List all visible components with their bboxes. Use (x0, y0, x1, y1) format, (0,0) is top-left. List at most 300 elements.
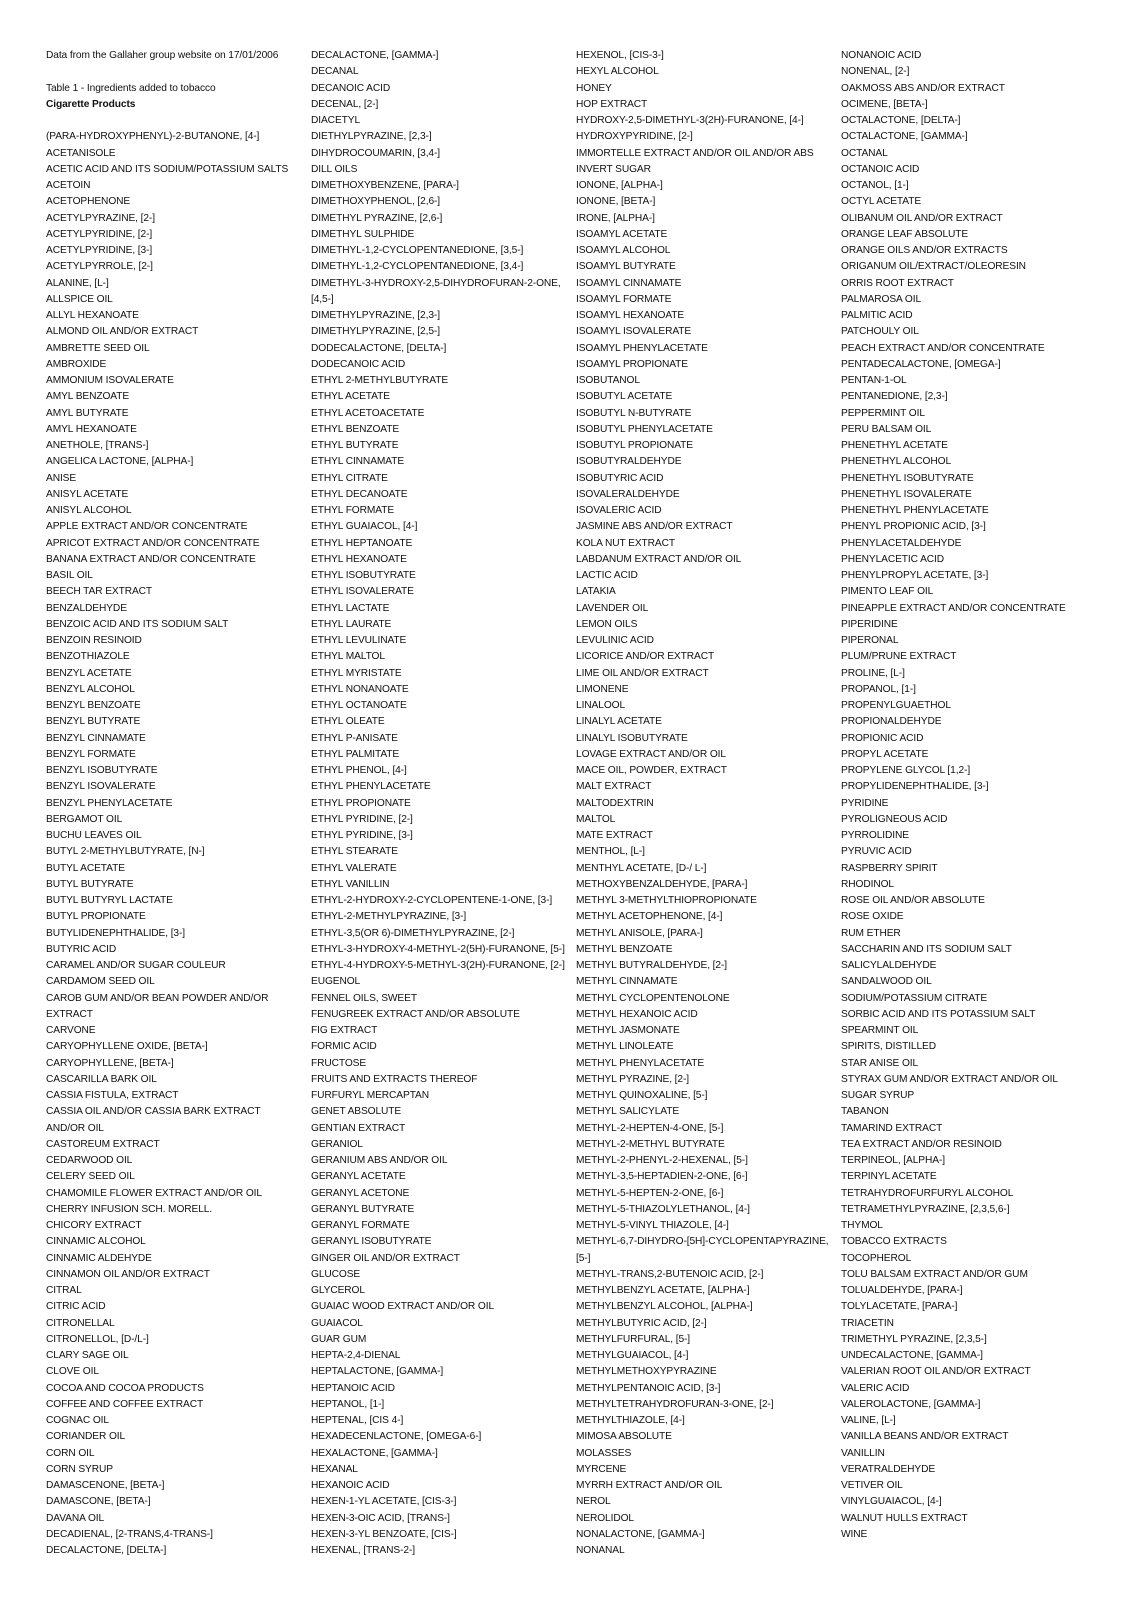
ingredient-item: LOVAGE EXTRACT AND/OR OIL (576, 748, 726, 760)
ingredient-item: ISOAMYL CINNAMATE (576, 277, 682, 289)
ingredient-item: ALANINE, [L-] (46, 277, 109, 289)
ingredient-item: MACE OIL, POWDER, EXTRACT (576, 765, 727, 776)
ingredient-item: DECALACTONE, [GAMMA-] (311, 50, 439, 61)
ingredient-item: METHYL 3-METHYLTHIOPROPIONATE (576, 895, 757, 906)
ingredient-item: VANILLIN (841, 1447, 885, 1459)
ingredient-item: HEXEN-3-YL BENZOATE, [CIS-] (311, 1528, 457, 1540)
ingredient-item: ORIGANUM OIL/EXTRACT/OLEORESIN (841, 261, 1026, 273)
ingredient-item: VALINE, [L-] (841, 1415, 896, 1426)
ingredient-item: BEECH TAR EXTRACT (46, 586, 153, 598)
ingredient-item: AMBRETTE SEED OIL (46, 342, 150, 354)
ingredient-item: HEXYL ALCOHOL (576, 66, 659, 78)
ingredient-item: NONANOIC ACID (841, 50, 922, 61)
ingredient-item: CITRAL (46, 1285, 82, 1296)
ingredient-item: AMYL HEXANOATE (46, 423, 137, 435)
ingredient-item: ETHYL-2-HYDROXY-2-CYCLOPENTENE-1-ONE, [3-] (311, 895, 553, 906)
ingredient-item: METHYL LINOLEATE (576, 1041, 674, 1053)
ingredient-item: AMYL BUTYRATE (46, 407, 129, 419)
ingredient-item: TETRAMETHYLPYRAZINE, [2,3,5,6-] (841, 1203, 1010, 1215)
ingredient-item: OCTANOIC ACID (841, 163, 920, 175)
ingredient-item: METHYL-3,5-HEPTADIEN-2-ONE, [6-] (576, 1171, 748, 1183)
ingredient-item: DIMETHOXYPHENOL, [2,6-] (311, 196, 441, 208)
ingredient-item: FENNEL OILS, SWEET (311, 992, 417, 1004)
ingredient-item: CORN SYRUP (46, 1463, 113, 1475)
ingredient-item: DIMETHYL PYRAZINE, [2,6-] (311, 212, 443, 224)
ingredient-item: PROPYLIDENEPHTHALIDE, [3-] (841, 781, 989, 793)
ingredient-item: METHYLTHIAZOLE, [4-] (576, 1415, 685, 1426)
ingredient-item: BUTYL PROPIONATE (46, 911, 146, 923)
ingredient-item: IRONE, [ALPHA-] (576, 212, 655, 224)
ingredient-item: ETHYL STEARATE (311, 846, 398, 858)
ingredient-item: DAVANA OIL (46, 1512, 105, 1524)
ingredient-item: ALLSPICE OIL (46, 293, 113, 305)
ingredient-item: TOLUALDEHYDE, [PARA-] (841, 1285, 963, 1296)
ingredient-item: DIMETHYL SULPHIDE (311, 228, 415, 240)
ingredient-item: BENZYL BENZOATE (46, 700, 141, 711)
ingredient-item: LEVULINIC ACID (576, 635, 654, 646)
ingredient-item: LINALYL ACETATE (576, 716, 662, 728)
ingredient-item: NONALACTONE, [GAMMA-] (576, 1528, 705, 1540)
ingredient-item: GUAR GUM (311, 1333, 367, 1345)
ingredient-item: HEXALACTONE, [GAMMA-] (311, 1447, 438, 1459)
ingredient-item: HEXENOL, [CIS-3-] (576, 50, 664, 61)
ingredient-item: ROSE OIL AND/OR ABSOLUTE (841, 895, 985, 906)
ingredient-item: BENZYL CINNAMATE (46, 732, 146, 744)
ingredient-item: ISOAMYL PROPIONATE (576, 358, 688, 370)
ingredient-item: BENZYL ALCOHOL (46, 683, 135, 695)
ingredient-item: ACETYLPYRIDINE, [3-] (46, 245, 153, 256)
ingredient-list-4 (841, 48, 1081, 1543)
ingredient-item: BUTYRIC ACID (46, 943, 117, 955)
ingredient-item: METHYL PHENYLACETATE (576, 1057, 705, 1069)
ingredient-item: BENZYL BUTYRATE (46, 716, 141, 728)
ingredient-item: ACETANISOLE (46, 147, 116, 159)
ingredient-item: GERANYL FORMATE (311, 1220, 410, 1231)
ingredient-item: ANISYL ALCOHOL (46, 505, 132, 516)
ingredient-item: DODECALACTONE, [DELTA-] (311, 342, 447, 354)
ingredient-item: PHENYL PROPIONIC ACID, [3-] (841, 521, 986, 533)
ingredient-item: MATE EXTRACT (576, 830, 653, 841)
ingredient-item: ACETIC ACID AND ITS SODIUM/POTASSIUM SALTS (46, 163, 289, 175)
ingredient-item: ACETYLPYRAZINE, [2-] (46, 212, 155, 224)
ingredient-item: STAR ANISE OIL (841, 1057, 919, 1069)
ingredient-item: ISOAMYL BUTYRATE (576, 261, 676, 273)
ingredient-item: ETHYL LEVULINATE (311, 635, 407, 646)
ingredient-item: OCTANOL, [1-] (841, 180, 909, 191)
ingredient-item: ISOVALERIC ACID (576, 505, 662, 516)
ingredient-item: SPIRITS, DISTILLED (841, 1041, 937, 1053)
ingredient-item: PHENETHYL ISOVALERATE (841, 488, 972, 500)
ingredient-item: PEACH EXTRACT AND/OR CONCENTRATE (841, 342, 1045, 354)
ingredient-item: DIHYDROCOUMARIN, [3,4-] (311, 147, 441, 159)
ingredient-item: MALT EXTRACT (576, 781, 652, 793)
column-1 (46, 48, 294, 1559)
ingredient-item: ETHYL PHENYLACETATE (311, 781, 431, 793)
ingredient-item: TRIMETHYL PYRAZINE, [2,3,5-] (841, 1333, 987, 1345)
column-4 (841, 48, 1081, 1543)
ingredient-item: DECADIENAL, [2-TRANS,4-TRANS-] (46, 1528, 213, 1540)
ingredient-item: ETHYL HEXANOATE (311, 553, 407, 565)
ingredient-item: HEXENAL, [TRANS-2-] (311, 1545, 415, 1556)
ingredient-item: OLIBANUM OIL AND/OR EXTRACT (841, 212, 1003, 224)
ingredient-item: VALERIAN ROOT OIL AND/OR EXTRACT (841, 1366, 1031, 1378)
ingredient-item: FIG EXTRACT (311, 1025, 378, 1036)
ingredient-item: ANETHOLE, [TRANS-] (46, 440, 149, 451)
ingredient-item: VANILLA BEANS AND/OR EXTRACT (841, 1431, 1009, 1443)
ingredient-item: ISOAMYL ISOVALERATE (576, 326, 692, 338)
ingredient-item: VALEROLACTONE, [GAMMA-] (841, 1398, 981, 1410)
ingredient-item: CORN OIL (46, 1447, 95, 1459)
ingredient-item: METHYL BENZOATE (576, 943, 673, 955)
ingredient-item: IMMORTELLE EXTRACT AND/OR OIL AND/OR ABS (576, 147, 814, 159)
ingredient-item: ISOBUTANOL (576, 375, 640, 386)
ingredient-item: HYDROXY-2,5-DIMETHYL-3(2H)-FURANONE, [4-] (576, 115, 804, 126)
ingredient-item: GERANYL BUTYRATE (311, 1203, 415, 1215)
ingredient-item: TOLYLACETATE, [PARA-] (841, 1301, 958, 1313)
ingredient-item: PLUM/PRUNE EXTRACT (841, 651, 957, 663)
ingredient-item: ETHYL P-ANISATE (311, 732, 398, 744)
ingredient-item: PROPANOL, [1-] (841, 683, 916, 695)
ingredient-item: ALMOND OIL AND/OR EXTRACT (46, 326, 199, 338)
category-heading: Cigarette Products (46, 98, 136, 110)
ingredient-item: GLUCOSE (311, 1268, 361, 1280)
ingredient-item: PEPPERMINT OIL (841, 407, 925, 419)
ingredient-item: VETIVER OIL (841, 1480, 903, 1491)
ingredient-item: ETHYL LACTATE (311, 602, 390, 614)
ingredient-item: CLOVE OIL (46, 1366, 99, 1378)
ingredient-item: INVERT SUGAR (576, 163, 651, 175)
ingredient-item: METHYL-5-HEPTEN-2-ONE, [6-] (576, 1187, 724, 1199)
ingredient-item: ETHYL 2-METHYLBUTYRATE (311, 375, 449, 386)
ingredient-item: HEXANAL (311, 1463, 358, 1475)
ingredient-item: [5-] (576, 1252, 591, 1264)
column-3 (576, 48, 828, 1559)
ingredient-item: PYRIDINE (841, 797, 889, 809)
ingredient-item: GERANIUM ABS AND/OR OIL (311, 1155, 448, 1166)
ingredient-item: METHYL HEXANOIC ACID (576, 1008, 698, 1020)
ingredient-item: ETHYL ISOBUTYRATE (311, 570, 416, 581)
ingredient-item: DIMETHYLPYRAZINE, [2,3-] (311, 310, 440, 321)
ingredient-item: PHENYLACETIC ACID (841, 553, 945, 565)
ingredient-item: METHYLGUAIACOL, [4-] (576, 1350, 689, 1361)
ingredient-item: DECANAL (311, 66, 359, 78)
column-2 (311, 48, 563, 1559)
ingredient-item: PENTANEDIONE, [2,3-] (841, 391, 948, 403)
ingredient-item: DIETHYLPYRAZINE, [2,3-] (311, 131, 432, 143)
ingredient-item: CHERRY INFUSION SCH. MORELL. (46, 1203, 213, 1215)
ingredient-item: ETHYL NONANOATE (311, 683, 409, 695)
ingredient-item: CASSIA OIL AND/OR CASSIA BARK EXTRACT (46, 1106, 261, 1118)
ingredient-item: METHYL SALICYLATE (576, 1106, 680, 1118)
ingredient-item: HEXEN-3-OIC ACID, [TRANS-] (311, 1512, 450, 1524)
ingredient-item: ETHYL-3,5(OR 6)-DIMETHYLPYRAZINE, [2-] (311, 927, 515, 939)
ingredient-item: DAMASCONE, [BETA-] (46, 1496, 151, 1508)
ingredient-item: HEPTANOL, [1-] (311, 1398, 385, 1410)
ingredient-item: BENZYL ISOVALERATE (46, 781, 156, 793)
ingredient-item: SODIUM/POTASSIUM CITRATE (841, 992, 988, 1004)
ingredient-item: PIPERIDINE (841, 618, 898, 630)
ingredient-item: BUTYL BUTYRATE (46, 878, 134, 890)
ingredient-item: PYRROLIDINE (841, 830, 909, 841)
ingredient-item: BUTYL ACETATE (46, 862, 125, 874)
ingredient-item: PHENETHYL ISOBUTYRATE (841, 472, 974, 484)
ingredient-item: HEXEN-1-YL ACETATE, [CIS-3-] (311, 1496, 457, 1508)
ingredient-item: LINALOOL (576, 700, 626, 711)
spacer (46, 113, 294, 129)
ingredient-item: METHYL PYRAZINE, [2-] (576, 1073, 690, 1085)
ingredient-item: PROPIONALDEHYDE (841, 716, 942, 728)
ingredient-item: DECALACTONE, [DELTA-] (46, 1545, 167, 1556)
ingredient-item: CARVONE (46, 1025, 96, 1036)
ingredient-item: NEROL (576, 1496, 611, 1508)
ingredient-item: PENTAN-1-OL (841, 375, 907, 386)
ingredient-item: DIMETHYLPYRAZINE, [2,5-] (311, 326, 440, 338)
ingredient-item: PROPYLENE GLYCOL [1,2-] (841, 765, 971, 776)
ingredient-item: SPEARMINT OIL (841, 1025, 919, 1036)
ingredient-item: FURFURYL MERCAPTAN (311, 1090, 430, 1101)
ingredient-item: BUTYL 2-METHYLBUTYRATE, [N-] (46, 846, 205, 858)
ingredient-item: ORANGE OILS AND/OR EXTRACTS (841, 245, 1008, 256)
ingredient-item: MENTHOL, [L-] (576, 846, 645, 858)
ingredient-item: ETHYL MYRISTATE (311, 667, 402, 679)
ingredient-item: GUAIAC WOOD EXTRACT AND/OR OIL (311, 1301, 495, 1313)
ingredient-item: HEPTALACTONE, [GAMMA-] (311, 1366, 444, 1378)
ingredient-item: AMMONIUM ISOVALERATE (46, 375, 174, 386)
ingredient-item: LABDANUM EXTRACT AND/OR OIL (576, 553, 742, 565)
ingredient-item: TOCOPHEROL (841, 1252, 912, 1264)
ingredient-item: METHYLBENZYL ALCOHOL, [ALPHA-] (576, 1301, 753, 1313)
ingredient-item: METHYLTETRAHYDROFURAN-3-ONE, [2-] (576, 1398, 774, 1410)
ingredient-list-3 (576, 48, 828, 1559)
ingredient-item: PALMITIC ACID (841, 310, 913, 321)
ingredient-item: METHYL ACETOPHENONE, [4-] (576, 911, 723, 923)
ingredient-item: METHYL-5-THIAZOLYLETHANOL, [4-] (576, 1203, 750, 1215)
ingredient-item: OAKMOSS ABS AND/OR EXTRACT (841, 82, 1005, 94)
ingredient-item: ETHYL CITRATE (311, 472, 388, 484)
ingredient-item: PHENETHYL ALCOHOL (841, 456, 952, 468)
ingredient-item: DAMASCENONE, [BETA-] (46, 1480, 165, 1491)
ingredient-item: BANANA EXTRACT AND/OR CONCENTRATE (46, 553, 256, 565)
ingredient-item: ETHYL BUTYRATE (311, 440, 399, 451)
ingredient-item: SUGAR SYRUP (841, 1090, 915, 1101)
ingredient-item: NONANAL (576, 1545, 625, 1556)
ingredient-item: ISOBUTYL PHENYLACETATE (576, 423, 713, 435)
ingredient-item: BERGAMOT OIL (46, 813, 123, 825)
ingredient-item: VINYLGUAIACOL, [4-] (841, 1496, 942, 1508)
ingredient-item: CARAMEL AND/OR SUGAR COULEUR (46, 960, 226, 971)
ingredient-item: EXTRACT (46, 1008, 93, 1020)
ingredient-item: BUCHU LEAVES OIL (46, 830, 142, 841)
ingredient-item: COCOA AND COCOA PRODUCTS (46, 1382, 204, 1394)
ingredient-item: MYRCENE (576, 1463, 627, 1475)
spacer (46, 64, 294, 80)
ingredient-item: TERPINYL ACETATE (841, 1171, 937, 1183)
ingredient-item: ACETOIN (46, 180, 91, 191)
ingredient-item: HEPTENAL, [CIS 4-] (311, 1415, 404, 1426)
ingredient-item: METHYLBUTYRIC ACID, [2-] (576, 1317, 707, 1329)
ingredient-item: OCTYL ACETATE (841, 196, 922, 208)
ingredient-item: IONONE, [ALPHA-] (576, 180, 663, 191)
ingredient-item: ETHYL-4-HYDROXY-5-METHYL-3(2H)-FURANONE, [2-] (311, 960, 565, 971)
ingredient-item: PENTADECALACTONE, [OMEGA-] (841, 358, 1001, 370)
ingredient-item: LEMON OILS (576, 618, 638, 630)
ingredient-item: JASMINE ABS AND/OR EXTRACT (576, 521, 733, 533)
ingredient-item: ETHYL PALMITATE (311, 748, 400, 760)
ingredient-item: EUGENOL (311, 976, 361, 988)
ingredient-item: ISOBUTYRALDEHYDE (576, 456, 682, 468)
ingredient-item: VERATRALDEHYDE (841, 1463, 936, 1475)
ingredient-item: ETHYL BENZOATE (311, 423, 400, 435)
ingredient-item: FRUCTOSE (311, 1057, 367, 1069)
ingredient-item: CARYOPHYLLENE OXIDE, [BETA-] (46, 1041, 208, 1053)
ingredient-item: ETHYL GUAIACOL, [4-] (311, 521, 418, 533)
ingredient-item: ACETYLPYRROLE, [2-] (46, 261, 153, 273)
ingredient-item: MOLASSES (576, 1447, 632, 1459)
ingredient-item: PROPIONIC ACID (841, 732, 924, 744)
ingredient-item: LATAKIA (576, 586, 616, 598)
ingredient-item: CELERY SEED OIL (46, 1171, 135, 1183)
ingredient-item: CARDAMOM SEED OIL (46, 976, 155, 988)
ingredient-item: GERANYL ISOBUTYRATE (311, 1236, 432, 1248)
ingredient-item: ETHYL PYRIDINE, [3-] (311, 830, 413, 841)
ingredient-item: ETHYL PROPIONATE (311, 797, 411, 809)
ingredient-item: ISOAMYL ACETATE (576, 228, 668, 240)
ingredient-item: PROPYL ACETATE (841, 748, 929, 760)
ingredient-item: HEXADECENLACTONE, [OMEGA-6-] (311, 1431, 482, 1443)
ingredient-item: PROLINE, [L-] (841, 667, 905, 679)
ingredient-item: LINALYL ISOBUTYRATE (576, 732, 688, 744)
ingredient-item: DODECANOIC ACID (311, 358, 406, 370)
ingredient-item: ETHYL LAURATE (311, 618, 392, 630)
ingredient-item: ISOBUTYL N-BUTYRATE (576, 407, 692, 419)
ingredient-item: METHYLBENZYL ACETATE, [ALPHA-] (576, 1285, 750, 1296)
ingredient-item: CHAMOMILE FLOWER EXTRACT AND/OR OIL (46, 1187, 262, 1199)
ingredient-item: COFFEE AND COFFEE EXTRACT (46, 1398, 204, 1410)
ingredient-item: CITRONELLAL (46, 1317, 115, 1329)
ingredient-item: CINNAMIC ALCOHOL (46, 1236, 146, 1248)
ingredient-item: ISOAMYL ALCOHOL (576, 245, 671, 256)
ingredient-item: RHODINOL (841, 878, 894, 890)
ingredient-item: ISOBUTYL ACETATE (576, 391, 673, 403)
ingredient-item: ETHYL ISOVALERATE (311, 586, 414, 598)
ingredient-item: PHENYLACETALDEHYDE (841, 537, 962, 549)
ingredient-item: ACETOPHENONE (46, 196, 131, 208)
ingredient-item: CARYOPHYLLENE, [BETA-] (46, 1057, 174, 1069)
ingredient-item: CITRONELLOL, [D-/L-] (46, 1333, 149, 1345)
ingredient-item: AMYL BENZOATE (46, 391, 130, 403)
ingredient-item: ACETYLPYRIDINE, [2-] (46, 228, 153, 240)
ingredient-item: FENUGREEK EXTRACT AND/OR ABSOLUTE (311, 1008, 520, 1020)
ingredient-item: COGNAC OIL (46, 1415, 109, 1426)
ingredient-item: ETHYL ACETOACETATE (311, 407, 425, 419)
ingredient-item: VALERIC ACID (841, 1382, 910, 1394)
ingredient-item: HEPTANOIC ACID (311, 1382, 395, 1394)
ingredient-item: UNDECALACTONE, [GAMMA-] (841, 1350, 983, 1361)
ingredient-item: BENZYL FORMATE (46, 748, 136, 760)
ingredient-item: HEPTA-2,4-DIENAL (311, 1350, 401, 1361)
ingredient-item: METHYL-2-METHYL BUTYRATE (576, 1138, 725, 1150)
ingredient-item: PHENETHYL PHENYLACETATE (841, 505, 989, 516)
ingredient-item: ISOVALERALDEHYDE (576, 488, 680, 500)
ingredient-item: ROSE OXIDE (841, 911, 904, 923)
ingredient-item: MENTHYL ACETATE, [D-/ L-] (576, 862, 707, 874)
ingredient-item: METHYL-5-VINYL THIAZOLE, [4-] (576, 1220, 729, 1231)
ingredient-item: ETHYL FORMATE (311, 505, 395, 516)
ingredient-item: MYRRH EXTRACT AND/OR OIL (576, 1480, 723, 1491)
ingredient-item: ORRIS ROOT EXTRACT (841, 277, 954, 289)
ingredient-item: TOLU BALSAM EXTRACT AND/OR GUM (841, 1268, 1028, 1280)
ingredient-item: PROPENYLGUAETHOL (841, 700, 951, 711)
ingredient-item: BENZYL ACETATE (46, 667, 132, 679)
ingredient-item: BENZOTHIAZOLE (46, 651, 130, 663)
ingredient-item: GINGER OIL AND/OR EXTRACT (311, 1252, 460, 1264)
ingredient-item: WINE (841, 1528, 868, 1540)
ingredient-item: PINEAPPLE EXTRACT AND/OR CONCENTRATE (841, 602, 1066, 614)
ingredient-item: THYMOL (841, 1220, 883, 1231)
ingredient-item: GUAIACOL (311, 1317, 363, 1329)
ingredient-item: SACCHARIN AND ITS SODIUM SALT (841, 943, 1012, 955)
ingredient-item: METHYL CINNAMATE (576, 976, 678, 988)
ingredient-item: METHYL JASMONATE (576, 1025, 680, 1036)
ingredient-item: DECANOIC ACID (311, 82, 391, 94)
ingredient-item: BASIL OIL (46, 570, 93, 581)
ingredient-item: ETHYL CINNAMATE (311, 456, 405, 468)
ingredient-item: DILL OILS (311, 163, 358, 175)
ingredient-item: DIMETHYL-1,2-CYCLOPENTANEDIONE, [3,5-] (311, 245, 524, 256)
ingredient-item: SANDALWOOD OIL (841, 976, 932, 988)
ingredient-item: OCTALACTONE, [GAMMA-] (841, 131, 968, 143)
ingredient-item: GERANYL ACETATE (311, 1171, 406, 1183)
ingredient-item: NEROLIDOL (576, 1512, 634, 1524)
ingredient-item: CORIANDER OIL (46, 1431, 126, 1443)
ingredient-item: METHYLPENTANOIC ACID, [3-] (576, 1382, 721, 1394)
ingredient-list-1 (46, 129, 294, 1559)
ingredient-item: CASCARILLA BARK OIL (46, 1073, 157, 1085)
ingredient-item: ISOBUTYRIC ACID (576, 472, 664, 484)
ingredient-item: METHYL-TRANS,2-BUTENOIC ACID, [2-] (576, 1268, 764, 1280)
ingredient-item: ANGELICA LACTONE, [ALPHA-] (46, 456, 194, 468)
ingredient-item: TOBACCO EXTRACTS (841, 1236, 947, 1248)
ingredient-list-2 (311, 48, 563, 1559)
ingredient-item: HOP EXTRACT (576, 98, 648, 110)
ingredient-item: BUTYLIDENEPHTHALIDE, [3-] (46, 927, 186, 939)
ingredient-item: RUM ETHER (841, 927, 901, 939)
ingredient-item: HONEY (576, 82, 612, 94)
ingredient-item: CAROB GUM AND/OR BEAN POWDER AND/OR (46, 992, 269, 1004)
ingredient-item: CASSIA FISTULA, EXTRACT (46, 1090, 179, 1101)
ingredient-item: CHICORY EXTRACT (46, 1220, 142, 1231)
ingredient-item: METHYLMETHOXYPYRAZINE (576, 1366, 717, 1378)
ingredient-item: GENET ABSOLUTE (311, 1106, 402, 1118)
ingredient-item: ISOAMYL PHENYLACETATE (576, 342, 708, 354)
ingredient-item: GERANYL ACETONE (311, 1187, 410, 1199)
ingredient-item: METHYL ANISOLE, [PARA-] (576, 927, 703, 939)
ingredient-item: OCIMENE, [BETA-] (841, 98, 928, 110)
ingredient-item: KOLA NUT EXTRACT (576, 537, 675, 549)
ingredient-item: ANISYL ACETATE (46, 488, 129, 500)
ingredient-item: ETHYL-2-METHYLPYRAZINE, [3-] (311, 911, 467, 923)
ingredient-item: TRIACETIN (841, 1317, 894, 1329)
ingredient-item: TERPINEOL, [ALPHA-] (841, 1155, 945, 1166)
ingredient-item: IONONE, [BETA-] (576, 196, 656, 208)
ingredient-item: BENZALDEHYDE (46, 602, 127, 614)
ingredient-item: FRUITS AND EXTRACTS THEREOF (311, 1073, 478, 1085)
ingredient-item: (PARA-HYDROXYPHENYL)-2-BUTANONE, [4-] (46, 131, 260, 143)
ingredient-item: GLYCEROL (311, 1285, 365, 1296)
ingredient-item: CEDARWOOD OIL (46, 1155, 133, 1166)
ingredient-item: METHOXYBENZALDEHYDE, [PARA-] (576, 878, 748, 890)
ingredient-item: METHYL-6,7-DIHYDRO-[5H]-CYCLOPENTAPYRAZINE, (576, 1236, 829, 1248)
